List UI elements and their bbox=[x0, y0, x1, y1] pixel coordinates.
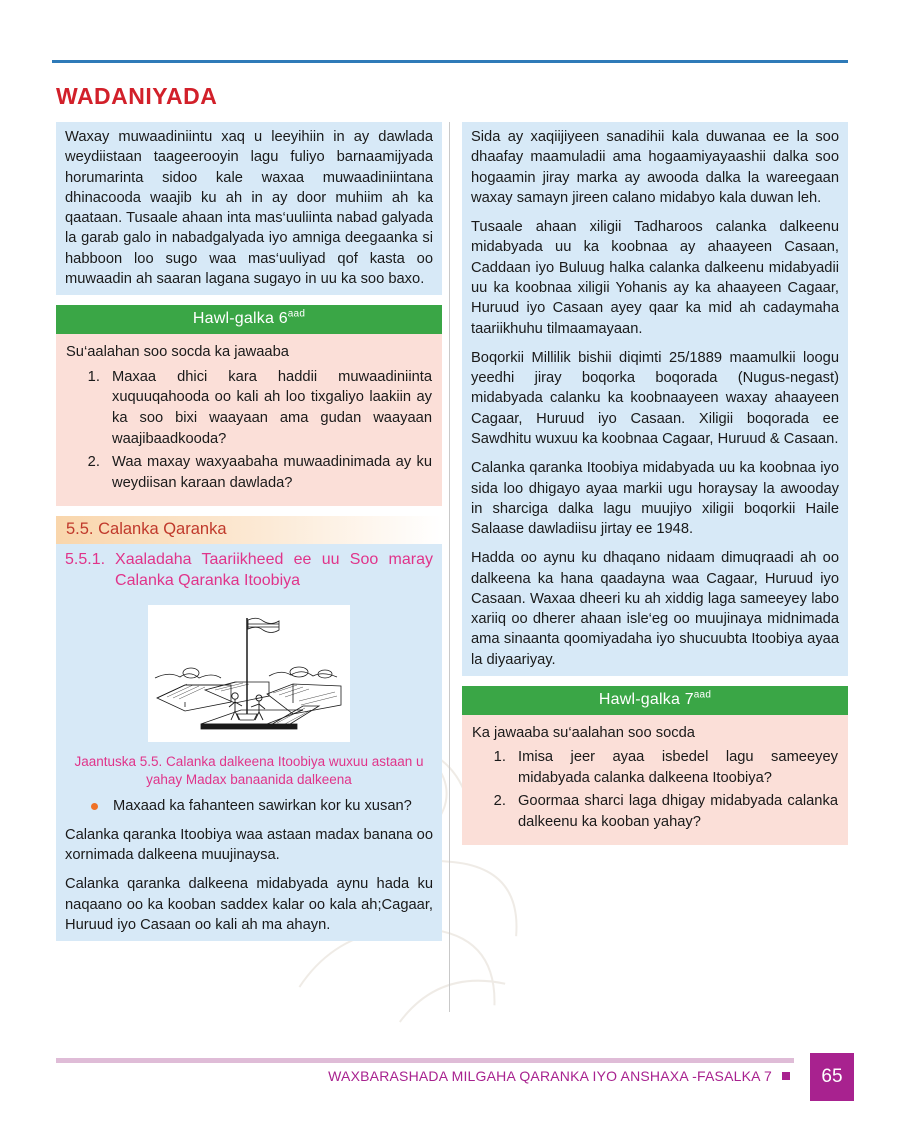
column-divider bbox=[449, 122, 450, 1012]
left-closing-paragraph-2: Calanka qaranka dalkeena midabyada aynu hada ku naqaano oo ka kooban saddex kalar oo kala ah;Cagaar, Huruud iyo Casaan oo kali ah ma ahayn. bbox=[65, 876, 433, 933]
left-closing-block bbox=[56, 820, 442, 941]
heading-5-5-1-text: Xaaladaha Taariikheed ee uu Soo maray Calanka Qaranka Itoobiya bbox=[115, 550, 433, 589]
activity-6-lead: Su‘aalahan soo socda ka jawaaba bbox=[66, 344, 289, 361]
right-paragraph-5: Hadda oo aynu ku dhaqano nidaam dimuqraadi ah oo dalkeena ka hana qaadayna waa Cagaar, Huruud iyo Casaan. Waxaa dheeri ku ah xiddig laga sameeyey labo xariiq oo dherer ahaan isle‘eg oo muujinaya midnimada ama sinaanta qoomiyadaha iyo shucuubta Itoobiya ayaa la diyaariyay. bbox=[471, 550, 839, 668]
activity-7-header-label: Hawl-galka 7 bbox=[598, 691, 694, 709]
activity-7-header-superscript: aad bbox=[693, 689, 712, 701]
page-number-badge: 65 bbox=[810, 1053, 854, 1101]
activity-6-header-label: Hawl-galka 6 bbox=[192, 310, 288, 328]
flagpole-illustration bbox=[148, 605, 350, 742]
left-closing-paragraph-1: Calanka qaranka Itoobiya waa astaan madax banana oo xornimada dalkeena muujinaysa. bbox=[65, 826, 433, 864]
activity-7-header bbox=[462, 686, 848, 715]
activity-7-lead: Ka jawaaba su‘aalahan soo socda bbox=[472, 725, 695, 742]
footer-text bbox=[0, 1068, 790, 1084]
activity-7-box bbox=[462, 686, 848, 845]
list-item: 2. Goormaa sharci laga dhigay midabyada calanka dalkeenu ka kooban yahay? bbox=[510, 791, 838, 833]
list-item: 2. Waa maxay waxyaabaha muwaadinimada ay ku weydiisan karaan dawlada? bbox=[104, 452, 432, 494]
bullet-question-list bbox=[65, 796, 433, 816]
right-column bbox=[462, 122, 848, 845]
activity-6-body bbox=[56, 334, 442, 506]
activity-6-header-superscript: aad bbox=[287, 308, 306, 320]
bullet-question-wrapper bbox=[56, 794, 442, 820]
heading-5-5-1-wrapper bbox=[56, 544, 442, 596]
heading-5-5: 5.5. Calanka Qaranka bbox=[56, 516, 442, 544]
top-divider-rule bbox=[52, 60, 848, 63]
right-body-block bbox=[462, 122, 848, 676]
activity-6-question-list bbox=[66, 367, 432, 494]
figure-container bbox=[56, 595, 442, 749]
left-intro-block bbox=[56, 122, 442, 295]
left-intro-paragraph: Waxay muwaadiniintu xaq u leeyihiin in ay dawlada weydiistaan taageerooyin lagu fuliyo barnaamijyada horumarinta sidoo kale waxaa muwaadiniintana dhinacooda waajib ku ah in ay door muhiim ah ka qaataan. Tusaale ahaan inta mas‘uuliinta nabad galyada la garab galo in nabadgalyada iyo amniga deegaanka si habboon loo sugo waa mas‘uuliyad qof kasta oo muwaadin ah saaran lagana sugayo in uu ka soo baxo. bbox=[65, 129, 433, 287]
right-paragraph-1: Sida ay xaqiijiyeen sanadihii kala duwanaa ee la soo dhaafay maamuladii ama hogaamiyayaashii dalka soo hogaamin jiray marka ay awooda dalka la wareegaan waxay samayn jireen calano midabyo kala duwan leh. bbox=[471, 129, 839, 206]
list-item: 1. Maxaa dhici kara haddii muwaadiniinta xuquuqahooda oo kali ah loo tixgaliyo laakiin ay ka soo bixi waayaan ama gudan waayaan waajibaadkooda? bbox=[104, 367, 432, 451]
footer-square-icon bbox=[782, 1072, 790, 1080]
left-column bbox=[56, 122, 442, 941]
activity-6-box bbox=[56, 305, 442, 506]
right-paragraph-2: Tusaale ahaan xiligii Tadharoos calanka dalkeenu midabyada uu ka koobnaa ay ahaayeen Casaan, Caddaan iyo Buluug halka calanka dalkeenu midabyadii uu ka koobnaa xiligii Yohanis ay ka ahaayeen Cagaar, Huruud iyo Casaan ayey qaar ka mid ah cadaymaha taariikhuhu tilmaamayaan. bbox=[471, 219, 839, 337]
activity-6-header bbox=[56, 305, 442, 334]
right-paragraph-3: Boqorkii Millilik bishii diqimti 25/1889 maamulkii loogu yeedhi jiray boqorka boqorada (Nugus-negast) midabyada calanku ka koobnaayeen waxay ahaayeen Cagaar, Huruud iyo Casaan. Xiligii boqorada ee Sawdhitu wuxuu ka koobnaa Cagaar, Huruud & Casaan. bbox=[471, 349, 839, 447]
figure-caption: Jaantuska 5.5. Calanka dalkeena Itoobiya wuxuu astaan u yahay Madax banaanida dalkeena bbox=[56, 749, 442, 793]
activity-7-question-list bbox=[472, 747, 838, 833]
page-title: WADANIYADA bbox=[56, 83, 218, 110]
heading-5-5-1 bbox=[65, 550, 433, 592]
right-paragraph-4: Calanka qaranka Itoobiya midabyada uu ka koobnaa iyo sida loo dhigayo ayaa markii ugu horaysay la awooday in sharciga dalka lagu muujiyo xiligii boqorkii Haile Salaase dawladiisu jirtay ee 1948. bbox=[471, 460, 839, 538]
footer-divider-rule bbox=[56, 1058, 794, 1063]
heading-5-5-1-number: 5.5.1. bbox=[65, 550, 106, 568]
list-item: 1. Imisa jeer ayaa isbedel lagu sameeyey midabyada calanka dalkeena Itoobiya? bbox=[510, 747, 838, 789]
list-item: Maxaad ka fahanteen sawirkan kor ku xusan? bbox=[105, 796, 433, 816]
activity-7-body bbox=[462, 715, 848, 845]
footer-label: WAXBARASHADA MILGAHA QARANKA IYO ANSHAXA -FASALKA 7 bbox=[328, 1068, 772, 1084]
